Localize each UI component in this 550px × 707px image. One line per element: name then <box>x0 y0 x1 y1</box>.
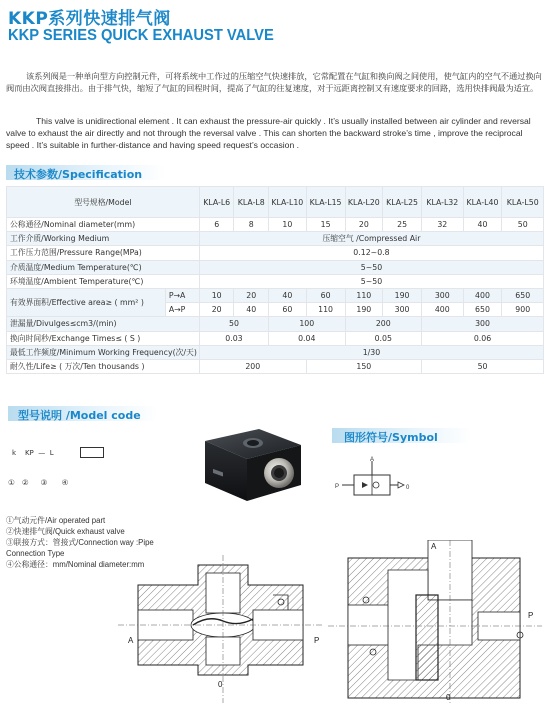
symbol-port-a: A <box>370 457 375 463</box>
spec-cell: 5~50 <box>199 274 543 288</box>
spec-cell: 32 <box>422 218 464 232</box>
spec-row-exchange <box>7 331 544 345</box>
desc-line: ③联接方式：管接式/Connection way :Pipe <box>6 538 154 547</box>
spec-model: KLA-L50 <box>502 187 544 218</box>
spec-row-ambient-temp <box>7 274 544 288</box>
page-title-en: KKP SERIES QUICK EXHAUST VALVE <box>8 27 274 44</box>
spec-table <box>6 186 544 374</box>
spec-cell: 110 <box>345 288 383 302</box>
spec-cell: 190 <box>345 303 383 317</box>
spec-cell: 50 <box>502 218 544 232</box>
code-circle: ① <box>8 478 15 487</box>
model-code-title: 型号说明 /Model code <box>18 409 141 422</box>
spec-cell: 110 <box>306 303 345 317</box>
spec-row-label: 换向时间秒/Exchange Times≤ ( S ) <box>7 331 200 345</box>
spec-model: KLA-L32 <box>422 187 464 218</box>
spec-cell: 300 <box>422 288 464 302</box>
spec-cell: 50 <box>422 359 544 373</box>
spec-row-life <box>7 359 544 373</box>
desc-line: ②快速排气阀/Quick exhaust valve <box>6 527 125 536</box>
spec-model: KLA-L10 <box>269 187 307 218</box>
right-port-o: 0 <box>446 693 451 702</box>
spec-cell: 6 <box>199 218 234 232</box>
spec-row-area-pa <box>7 288 544 302</box>
spec-row-label: 公称通径/Nominal diameter(mm) <box>7 218 200 232</box>
code-part: k <box>12 449 17 457</box>
spec-cell: 5~50 <box>199 260 543 274</box>
code-part: L <box>49 449 54 457</box>
spec-cell: 20 <box>234 288 269 302</box>
code-circle: ④ <box>61 478 69 487</box>
spec-row-label: 工作介质/Working Medium <box>7 232 200 246</box>
spec-row-medium <box>7 232 544 246</box>
spec-row-label: 有效界面积/Effective area≥ ( mm² ) <box>7 288 166 316</box>
intro-cn: 该系列阀是一种单向型方向控制元件，可将系统中工作过的压缩空气快速排放，它常配置在气缸和换向阀之间使用，使气缸内的空气不通过换向阀而由次阀直接排出。由于排气快，缩短了气缸的回程时间，提高了气缸的往复速度，对于远距离控制又有速度要求的回路，选用快排阀最为适宜。 <box>6 71 542 93</box>
spec-cell: 8 <box>234 218 269 232</box>
spec-cell: 100 <box>269 317 346 331</box>
spec-cell: 900 <box>502 303 544 317</box>
spec-cell: 650 <box>502 288 544 302</box>
spec-cell: 150 <box>306 359 421 373</box>
intro-en: This valve is unidirectional element . It can exhaust the pressure-air quickly . It’s usually installed between air cylinder and reversal valve to exhaust the air directly and not through the reversal valve . This can shorten the backward stroke’s time , improve the reciprocal speed . It’s suitable in further-distance and having speed request’s occasion . <box>6 116 531 150</box>
spec-cell: 20 <box>199 303 234 317</box>
product-photo <box>197 423 309 505</box>
right-port-p: P <box>528 611 534 620</box>
code-part: KP <box>24 449 34 457</box>
spec-model-label: 型号规格/Model <box>7 187 200 218</box>
spec-model: KLA-L6 <box>199 187 234 218</box>
spec-cell: 10 <box>199 288 234 302</box>
spec-row-label: 介质温度/Medium Temperature(℃) <box>7 260 200 274</box>
spec-sub-label: P→A <box>165 288 199 302</box>
right-port-a: A <box>431 542 437 551</box>
model-code-circles <box>8 478 68 487</box>
spec-cell: 50 <box>199 317 268 331</box>
spec-cell: 压缩空气 /Compressed Air <box>199 232 543 246</box>
code-part: — <box>38 449 46 457</box>
left-port-p: P <box>314 636 320 645</box>
spec-cell: 25 <box>383 218 422 232</box>
spec-cell: 0.03 <box>199 331 268 345</box>
spec-model: KLA-L25 <box>383 187 422 218</box>
spec-cell: 15 <box>306 218 345 232</box>
spec-cell: 60 <box>306 288 345 302</box>
symbol-title: 图形符号/Symbol <box>344 431 438 444</box>
spec-row-label: 工作压力范围/Pressure Range(MPa) <box>7 246 200 260</box>
left-port-a: A <box>128 636 134 645</box>
symbol-port-o: 0 <box>406 485 410 491</box>
spec-cell: 40 <box>269 288 307 302</box>
spec-model: KLA-L40 <box>463 187 502 218</box>
spec-cell: 10 <box>269 218 307 232</box>
spec-cell: 400 <box>422 303 464 317</box>
spec-sub-label: A→P <box>165 303 199 317</box>
spec-model: KLA-L20 <box>345 187 383 218</box>
spec-cell: 20 <box>345 218 383 232</box>
spec-model: KLA-L8 <box>234 187 269 218</box>
valve-symbol-diagram <box>332 455 432 511</box>
spec-header-row <box>7 187 544 218</box>
spec-cell: 60 <box>269 303 307 317</box>
left-section-drawing <box>118 555 323 705</box>
spec-model: KLA-L15 <box>306 187 345 218</box>
spec-cell: 300 <box>383 303 422 317</box>
spec-cell: 0.05 <box>345 331 422 345</box>
spec-cell: 1/30 <box>199 345 543 359</box>
spec-cell: 190 <box>383 288 422 302</box>
desc-line: ①气动元件/Air operated part <box>6 516 106 525</box>
code-circle: ③ <box>40 478 48 487</box>
spec-row-pressure <box>7 246 544 260</box>
spec-row-label: 泄漏量/Divulges≤cm3/(min) <box>7 317 200 331</box>
spec-cell: 650 <box>463 303 502 317</box>
spec-row-medium-temp <box>7 260 544 274</box>
spec-row-leak <box>7 317 544 331</box>
symbol-port-p: P <box>335 484 340 490</box>
spec-cell: 300 <box>422 317 544 331</box>
spec-row-label: 最低工作频度/Minimum Working Frequency(次/天) <box>7 345 200 359</box>
model-code-box <box>80 447 104 458</box>
spec-cell: 0.04 <box>269 331 346 345</box>
right-section-drawing <box>328 540 542 705</box>
spec-cell: 400 <box>463 288 502 302</box>
spec-row-label: 环境温度/Ambient Temperature(℃) <box>7 274 200 288</box>
spec-cell: 0.12~0.8 <box>199 246 543 260</box>
spec-cell: 40 <box>463 218 502 232</box>
spec-cell: 200 <box>345 317 422 331</box>
desc-line: Connection Type <box>6 549 65 558</box>
code-circle: ② <box>21 478 29 487</box>
spec-row-frequency <box>7 345 544 359</box>
spec-cell: 200 <box>199 359 306 373</box>
spec-cell: 0.06 <box>422 331 544 345</box>
model-code-pattern <box>12 449 54 457</box>
left-port-o: 0 <box>218 680 223 689</box>
spec-section-title: 技术参数/Specification <box>14 168 143 181</box>
spec-cell: 40 <box>234 303 269 317</box>
desc-line: ④公称通径：mm/Nominal diameter:mm <box>6 560 145 569</box>
spec-row-label: 耐久性/Life≥ ( 万次/Ten thousands ) <box>7 359 200 373</box>
spec-row-nominal <box>7 218 544 232</box>
page-title-cn: KKP系列快速排气阀 <box>8 9 171 29</box>
